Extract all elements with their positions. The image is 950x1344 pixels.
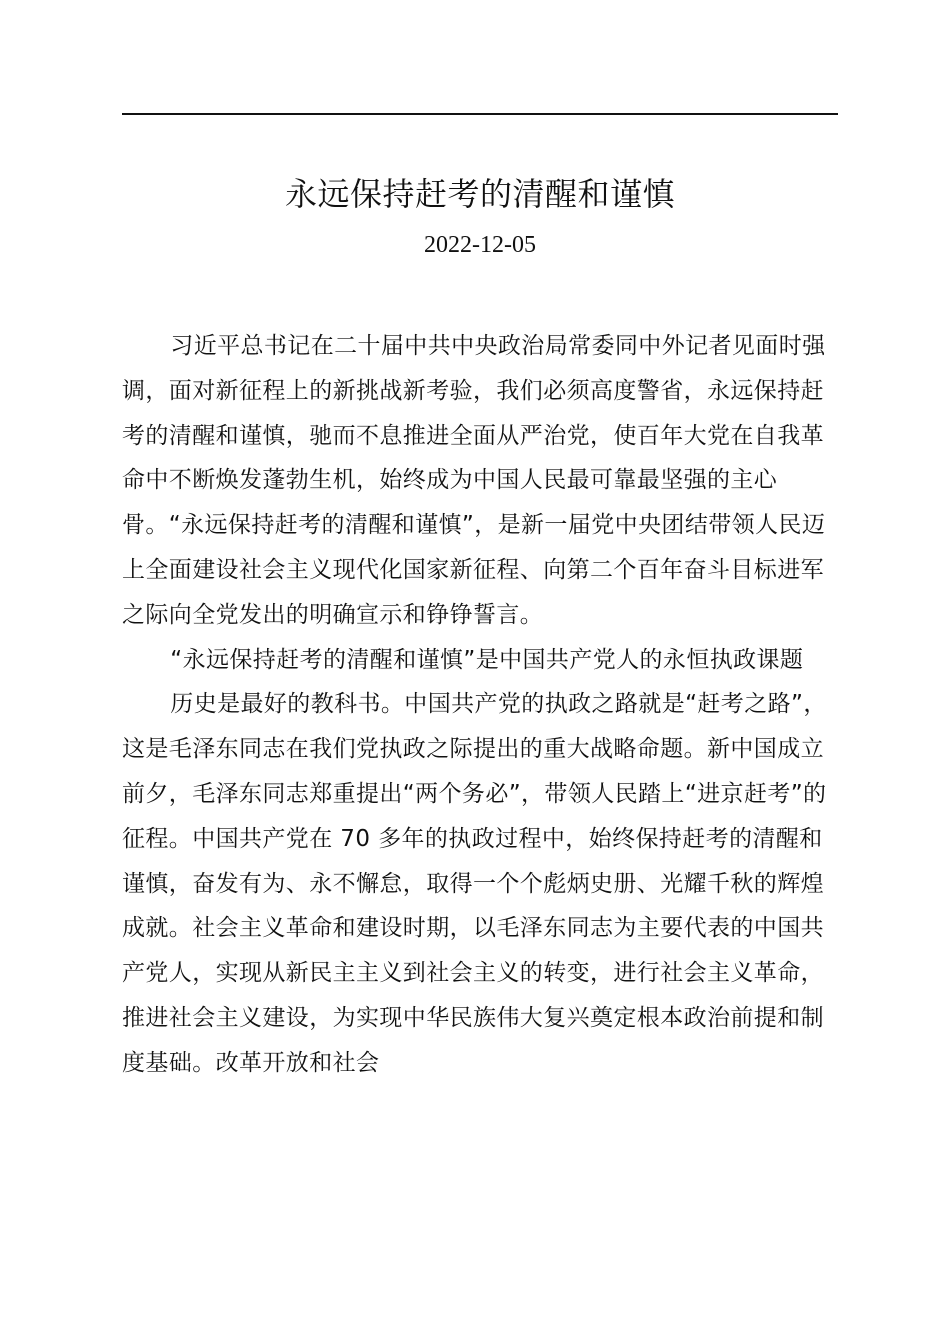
section-heading: “永远保持赶考的清醒和谨慎”是中国共产党人的永恒执政课题 — [170, 646, 804, 673]
article-title: 永远保持赶考的清醒和谨慎 — [284, 175, 675, 213]
paragraph-intro: 习近平总书记在二十届中共中央政治局常委同中外记者见面时强调，面对新征程上的新挑战新考验，我们必须高度警省，永远保持赶考的清醒和谨慎，驰而不息推进全面从严治党，使百年大党在自我革命中不断焕发蓬勃生机，始终成为中国人民最可靠最坚强的主心骨。“永远保持赶考的清醒和谨慎”，是新一届党中央团结带领人民迈上全面建设社会主义现代化国家新征程、向第二个百年奋斗目标进军之际向全党发出的明确宣示和铮铮誓言。 — [122, 333, 826, 628]
paragraph-history: 历史是最好的教科书。中国共产党的执政之路就是“赶考之路”，这是毛泽东同志在我们党执政之际提出的重大战略命题。新中国成立前夕，毛泽东同志郑重提出“两个务必”，带领人民踏上“进京赶考”的征程。中国共产党在 70 多年的执政过程中，始终保持赶考的清醒和谨慎，奋发有为、永不懈怠，取得一个个彪炳史册、光耀千秋的辉煌成就。社会主义革命和建设时期，以毛泽东同志为主要代表的中国共产党人，实现从新民主主义到社会主义的转变，进行社会主义革命，推进社会主义建设，为实现中华民族伟大复兴奠定根本政治前提和制度基础。改革开放和社会 — [122, 691, 827, 1076]
article-body — [122, 324, 838, 1086]
header-rule — [122, 113, 838, 115]
article-date: 2022-12-05 — [424, 232, 536, 258]
